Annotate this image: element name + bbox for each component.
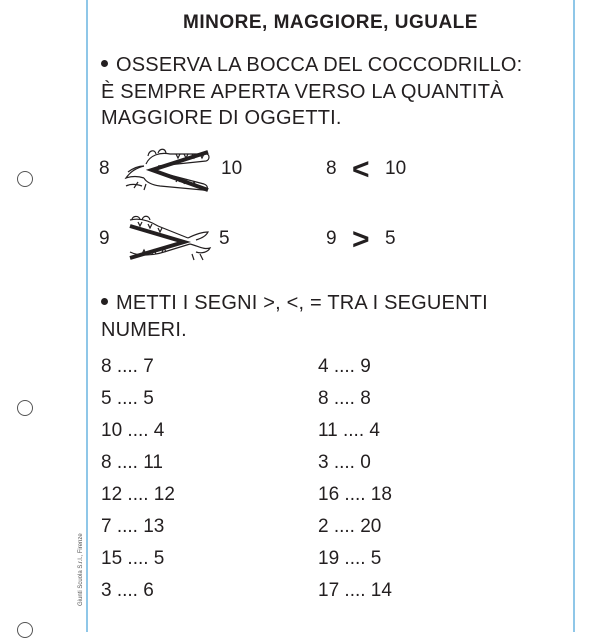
- binder-hole: [17, 171, 33, 187]
- exercise-right: 19 .... 5: [318, 548, 382, 569]
- bullet-icon: [101, 60, 108, 67]
- exercise-right: 16 .... 18: [318, 484, 392, 505]
- example-1-left: 8: [99, 158, 110, 179]
- exercise-right: 17 .... 14: [318, 580, 392, 601]
- instruction-2: METTI I SEGNI >, <, = TRA I SEGUENTI NUMERI.: [101, 292, 488, 341]
- exercise-left: 7 .... 13: [101, 516, 165, 537]
- exercise-right: 2 .... 20: [318, 516, 382, 537]
- instruction-1: OSSERVA LA BOCCA DEL COCCODRILLO: È SEMPRE APERTA VERSO LA QUANTITÀ MAGGIORE DI OGGETTI.: [101, 54, 523, 129]
- exercise-right: 8 .... 8: [318, 388, 371, 409]
- bullet-icon: [101, 298, 108, 305]
- exercise-left: 3 .... 6: [101, 580, 154, 601]
- example-2-right-b: 5: [385, 228, 396, 249]
- example-2-left: 9: [99, 228, 110, 249]
- binder-hole: [17, 400, 33, 416]
- exercise-right: 3 .... 0: [318, 452, 371, 473]
- publisher-credit: Giunti Scuola S.r.l., Firenze: [78, 533, 84, 606]
- exercise-right: 11 .... 4: [318, 420, 380, 441]
- exercise-left: 5 .... 5: [101, 388, 154, 409]
- exercise-left: 10 .... 4: [101, 420, 165, 441]
- exercise-left: 12 .... 12: [101, 484, 175, 505]
- binder-hole: [17, 622, 33, 638]
- example-1-right-b: 10: [385, 158, 407, 179]
- example-1-left-b: 8: [326, 158, 337, 179]
- crocodile-open-right-icon: [118, 142, 216, 198]
- crocodile-open-left-icon: [118, 212, 216, 270]
- greater-than-sign: >: [352, 223, 370, 256]
- exercise-left: 8 .... 11: [101, 452, 163, 473]
- exercise-left: 8 .... 7: [101, 356, 154, 377]
- exercise-left: 15 .... 5: [101, 548, 165, 569]
- less-than-sign: <: [352, 153, 370, 186]
- exercise-right: 4 .... 9: [318, 356, 371, 377]
- page-title: MINORE, MAGGIORE, UGUALE: [183, 12, 478, 33]
- example-1-right: 10: [221, 158, 243, 179]
- example-2-right: 5: [219, 228, 230, 249]
- example-2-left-b: 9: [326, 228, 337, 249]
